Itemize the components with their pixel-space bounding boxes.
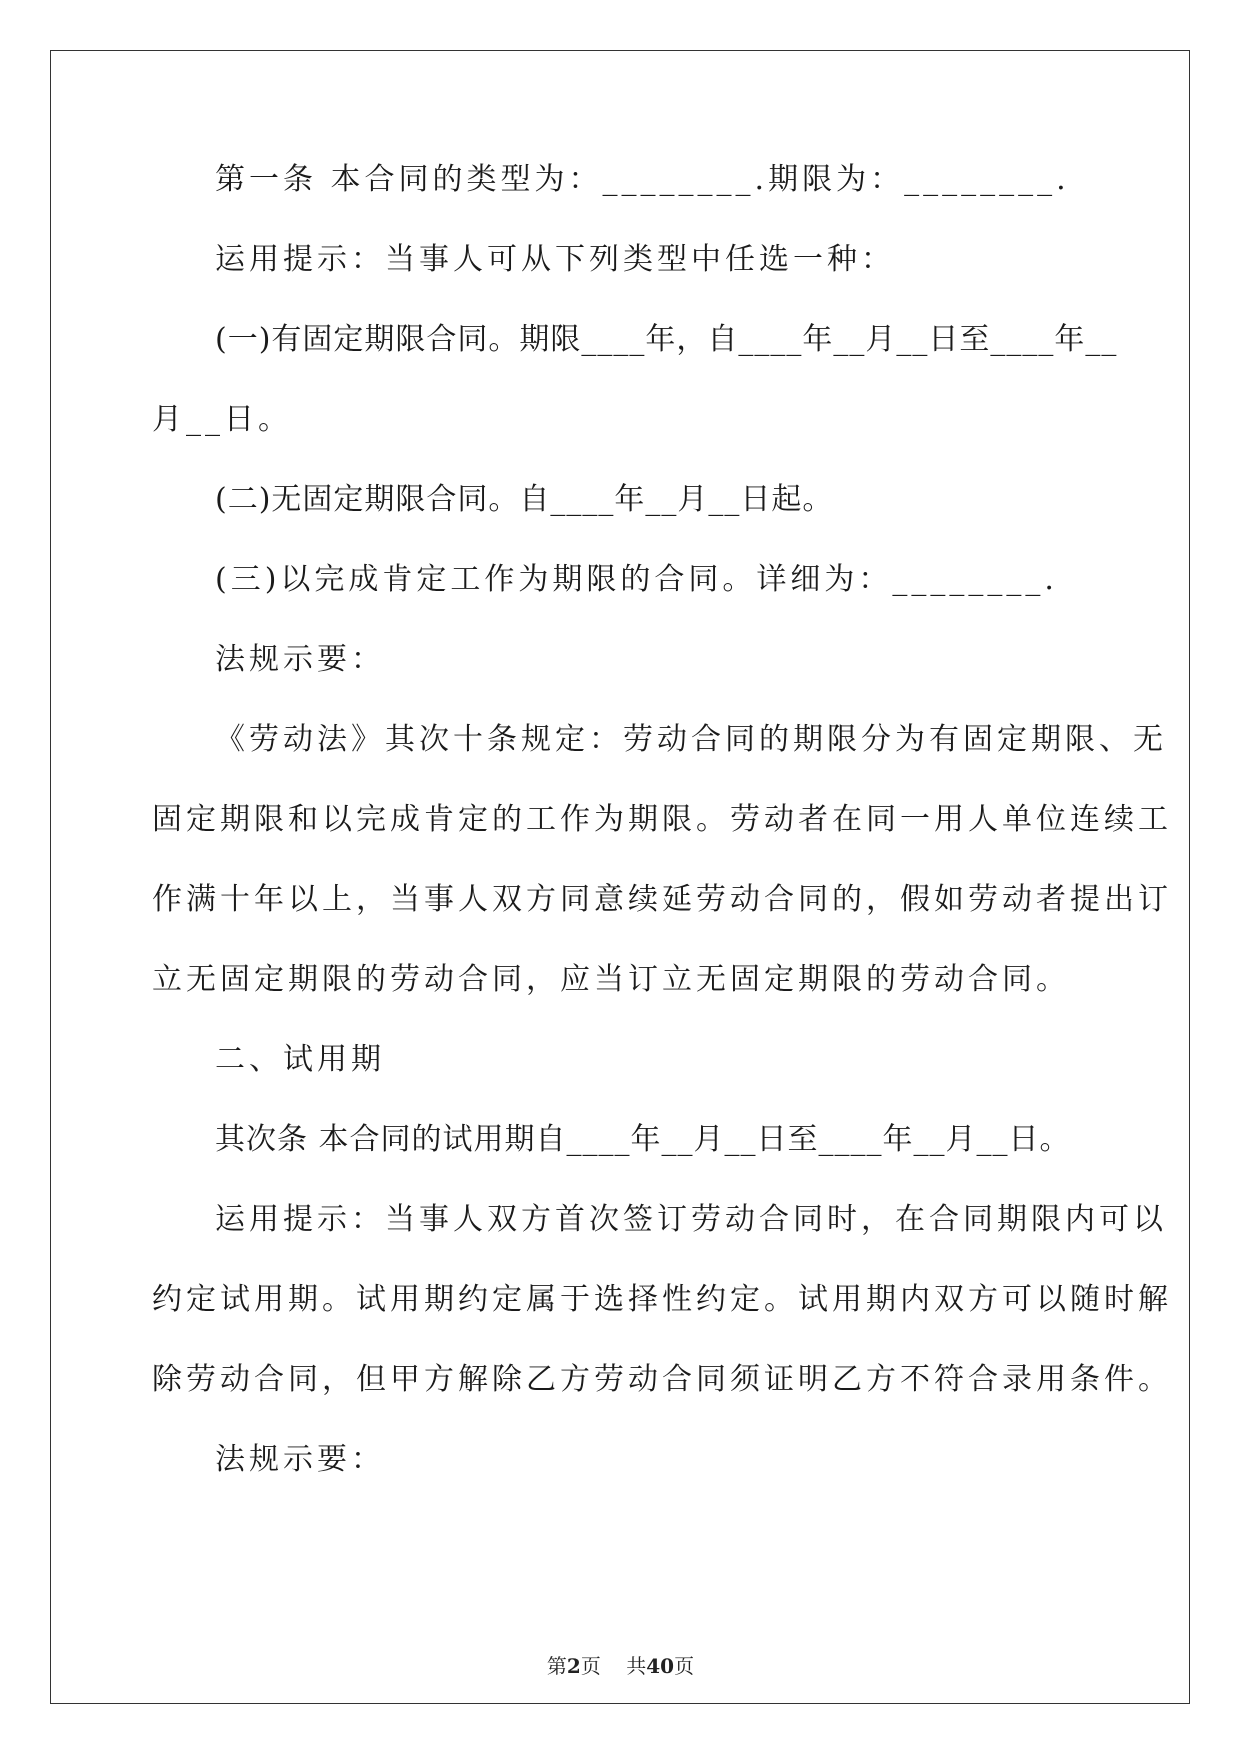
document-body xyxy=(152,160,1172,1520)
paragraph-line: 法规示要： xyxy=(215,1442,385,1477)
paragraph-line: 运用提示：当事人可从下列类型中任选一种： xyxy=(215,242,895,277)
paragraph-line: 运用提示：当事人双方首次签订劳动合同时，在合同期限内可以 xyxy=(215,1202,1167,1237)
paragraph-line: 法规示要： xyxy=(215,642,385,677)
paragraph-line: 除劳动合同，但甲方解除乙方劳动合同须证明乙方不符合录用条件。 xyxy=(152,1362,1172,1397)
paragraph-line: (二)无固定期限合同。自____年__月__日起。 xyxy=(215,482,834,517)
paragraph-line: 其次条 本合同的试用期自____年__月__日至____年__月__日。 xyxy=(215,1122,1071,1157)
page-footer xyxy=(0,1654,1241,1678)
paragraph-line: 固定期限和以完成肯定的工作为期限。劳动者在同一用人单位连续工 xyxy=(152,802,1172,837)
footer-prefix: 第 xyxy=(546,1654,567,1678)
paragraph-line: 立无固定期限的劳动合同，应当订立无固定期限的劳动合同。 xyxy=(152,962,1070,997)
paragraph-line: 作满十年以上，当事人双方同意续延劳动合同的，假如劳动者提出订 xyxy=(152,882,1172,917)
footer-total-pages: 40 xyxy=(646,1654,675,1678)
paragraph-line: 第一条 本合同的类型为：________.期限为：________. xyxy=(215,162,1070,197)
paragraph-line: 月__日。 xyxy=(152,402,292,437)
footer-page-unit: 页 xyxy=(580,1654,601,1678)
section-heading: 二、试用期 xyxy=(215,1042,385,1077)
paragraph-line: (一)有固定期限合同。期限____年，自____年__月__日至____年__ xyxy=(215,322,1118,357)
footer-page-number: 2 xyxy=(566,1654,581,1678)
footer-total-unit: 页 xyxy=(674,1654,695,1678)
footer-total-prefix: 共 xyxy=(626,1654,647,1678)
paragraph-line: 约定试用期。试用期约定属于选择性约定。试用期内双方可以随时解 xyxy=(152,1282,1172,1317)
paragraph-line: 《劳动法》其次十条规定：劳动合同的期限分为有固定期限、无 xyxy=(215,722,1167,757)
paragraph-line: (三)以完成肯定工作为期限的合同。详细为：________. xyxy=(215,562,1058,597)
